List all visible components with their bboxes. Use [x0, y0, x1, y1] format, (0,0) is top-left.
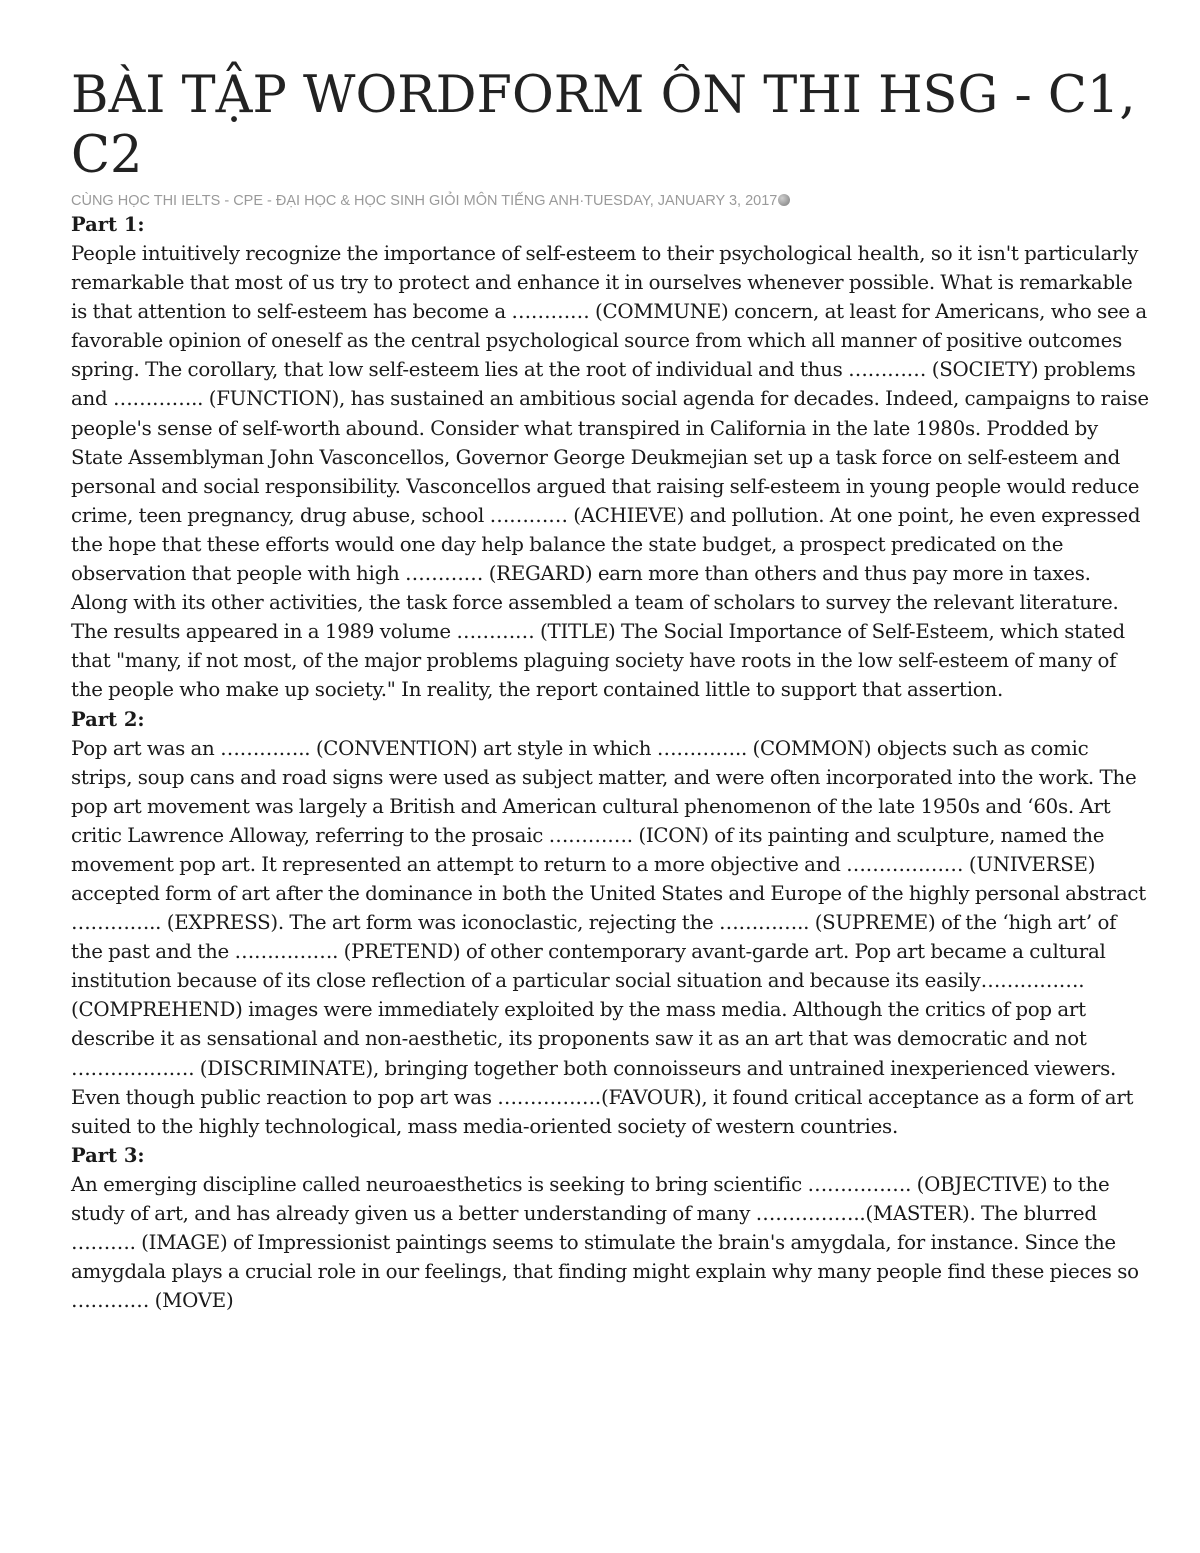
post-meta — [71, 192, 1151, 210]
part-1-section — [71, 210, 1151, 705]
part-3-heading: Part 3: — [71, 1143, 145, 1167]
page-title: BÀI TẬP WORDFORM ÔN THI HSG - C1, C2 — [71, 66, 1136, 185]
post-meta-text: CÙNG HỌC THI IELTS - CPE - ĐẠI HỌC & HỌC SINH GIỎI MÔN TIẾNG ANH·TUESDAY, JANUARY 3, 2017 — [71, 193, 778, 209]
globe-icon — [778, 194, 790, 206]
part-3-text: An emerging discipline called neuroaesthetics is seeking to bring scientific ……………. (OBJECTIVE) to the study of art, and has already given us a better understanding of many ……………..(MASTER). The blurred ………. (IMAGE) of Impressionist paintings seems to stimulate the brain's amygdala, for instance. Since the amygdala plays a crucial role in our feelings, that finding might explain why many people find these pieces so ………… (MOVE) — [71, 1172, 1139, 1313]
part-2-heading: Part 2: — [71, 707, 145, 731]
part-2-section — [71, 705, 1151, 1141]
document-page — [71, 66, 1151, 1315]
part-2-text: Pop art was an ………….. (CONVENTION) art style in which ………….. (COMMON) objects such as comic strips, soup cans and road signs were used as subject matter, and were often incorporated into the work. The pop art movement was largely a British and American cultural phenomenon of the late 1950s and ‘60s. Art critic Lawrence Alloway, referring to the prosaic …………. (ICON) of its painting and sculpture, named the movement pop art. It represented an attempt to return to a more objective and ……………… (UNIVERSE) accepted form of art after the dominance in both the United States and Europe of the highly personal abstract ………….. (EXPRESS). The art form was iconoclastic, rejecting the ………….. (SUPREME) of the ‘high art’ of the past and the ……………. (PRETEND) of other contemporary avant-garde art. Pop art became a cultural institution because of its close reflection of a particular social situation and because its easily……………. (COMPREHEND) images were immediately exploited by the mass media. Although the critics of pop art describe it as sensational and non-aesthetic, its proponents saw it as an art that was democratic and not ………………. (DISCRIMINATE), bringing together both connoisseurs and untrained inexperienced viewers. Even though public reaction to pop art was …………….(FAVOUR), it found critical acceptance as a form of art suited to the highly technological, mass media-oriented society of western countries. — [71, 736, 1146, 1138]
part-1-heading: Part 1: — [71, 213, 145, 236]
part-1-text: People intuitively recognize the importance of self-esteem to their psychological health, so it isn't particularly remarkable that most of us try to protect and enhance it in ourselves whenever possible. What is remarkable is that attention to self-esteem has become a ………… (COMMUNE) concern, at least for Americans, who see a favorable opinion of oneself as the central psychological source from which all manner of positive outcomes spring. The corollary, that low self-esteem lies at the root of individual and thus ………… (SOCIETY) problems and ………….. (FUNCTION), has sustained an ambitious social agenda for decades. Indeed, campaigns to raise people's sense of self-worth abound. Consider what transpired in California in the late 1980s. Prodded by State Assemblyman John Vasconcellos, Governor George Deukmejian set up a task force on self-esteem and personal and social responsibility. Vasconcellos argued that raising self-esteem in young people would reduce crime, teen pregnancy, drug abuse, school ………… (ACHIEVE) and pollution. At one point, he even expressed the hope that these efforts would one day help balance the state budget, a prospect predicated on the observation that people with high ………… (REGARD) earn more than others and thus pay more in taxes. Along with its other activities, the task force assembled a team of scholars to survey the relevant literature. The results appeared in a 1989 volume ………… (TITLE) The Social Importance of Self-Esteem, which stated that "many, if not most, of the major problems plaguing society have roots in the low self-esteem of many of the people who make up society." In reality, the report contained little to support that assertion. — [71, 242, 1149, 702]
part-3-section — [71, 1141, 1151, 1315]
